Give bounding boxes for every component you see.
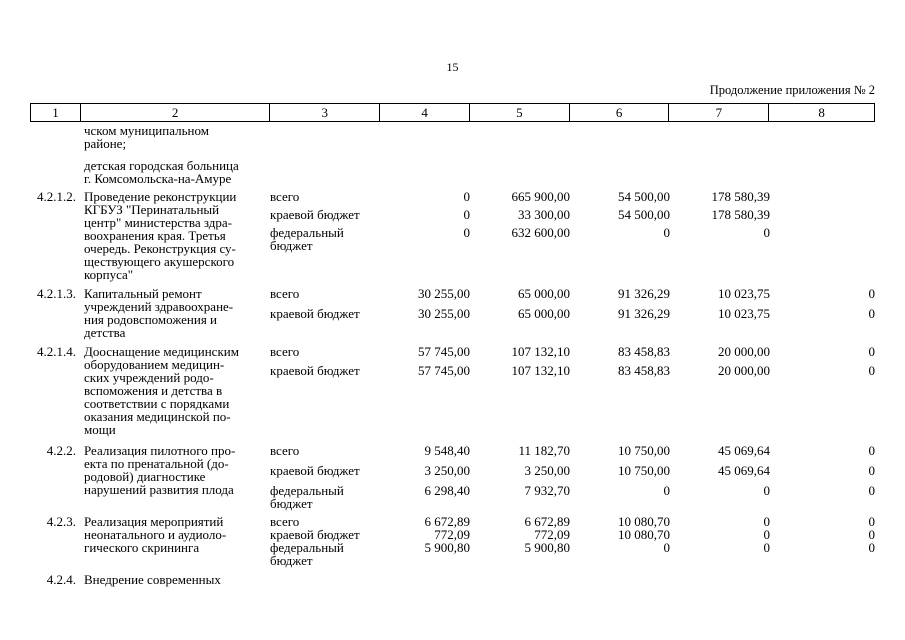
value-col-4: 57 745,00 — [418, 363, 470, 378]
row-name — [80, 124, 270, 150]
row-name-line: центр" министерства здра- — [84, 215, 232, 230]
funding-source-line: краевой бюджет — [270, 363, 360, 378]
value-col-6: 0 — [663, 225, 670, 240]
row-name-line: мощи — [84, 422, 116, 437]
row-number: 4.2.1.4. — [37, 344, 76, 359]
header-col-6: 6 — [570, 104, 670, 121]
value-col-7: 20 000,00 — [718, 344, 770, 359]
row-name — [80, 159, 270, 185]
row-name — [80, 190, 270, 281]
value-col-5: 7 932,70 — [524, 483, 570, 498]
header-col-7: 7 — [669, 104, 769, 121]
table-body — [30, 124, 875, 586]
value-col-7: 45 069,64 — [718, 443, 770, 458]
row-number: 4.2.2. — [46, 443, 76, 458]
table-row — [30, 124, 875, 150]
funding-source-line: федеральный — [270, 540, 344, 555]
value-col-7: 10 023,75 — [718, 306, 770, 321]
funding-line — [270, 444, 875, 457]
continuation-label: Продолжение приложения № 2 — [709, 83, 875, 97]
funding-line — [270, 464, 875, 477]
value-col-5: 107 132,10 — [511, 363, 570, 378]
funding-source-line: краевой бюджет — [270, 207, 360, 222]
header-col-5: 5 — [470, 104, 570, 121]
row-funding-lines — [270, 444, 875, 510]
value-col-5: 665 900,00 — [511, 189, 570, 204]
funding-source — [270, 190, 380, 203]
page-number: 15 — [446, 60, 459, 74]
row-funding-lines — [270, 190, 875, 281]
funding-source — [270, 444, 380, 457]
funding-source-line: краевой бюджет — [270, 463, 360, 478]
funding-source-line: всего — [270, 286, 300, 301]
value-col-7: 0 — [763, 527, 770, 542]
table-row — [30, 515, 875, 567]
funding-line — [270, 528, 875, 541]
funding-source — [270, 464, 380, 477]
value-col-4: 6 298,40 — [424, 483, 470, 498]
funding-source-line: всего — [270, 344, 300, 359]
value-col-7: 178 580,39 — [711, 207, 770, 222]
value-col-5: 5 900,80 — [524, 540, 570, 555]
funding-line — [270, 364, 875, 377]
value-col-8: 0 — [868, 286, 875, 301]
value-col-7: 0 — [763, 540, 770, 555]
value-col-4: 3 250,00 — [424, 463, 470, 478]
funding-line — [270, 307, 875, 320]
value-col-6: 10 750,00 — [618, 443, 670, 458]
value-col-7: 0 — [763, 483, 770, 498]
value-col-6: 54 500,00 — [618, 189, 670, 204]
funding-line — [270, 345, 875, 358]
funding-source-line: всего — [270, 443, 300, 458]
header-col-2: 2 — [81, 104, 271, 121]
value-col-5: 107 132,10 — [511, 344, 570, 359]
value-col-8: 0 — [868, 344, 875, 359]
row-name-line: вспоможения и детства в — [84, 383, 223, 398]
value-col-7: 10 023,75 — [718, 286, 770, 301]
row-name-line: Реализация мероприятий — [84, 514, 224, 529]
table-row — [30, 573, 875, 586]
row-name-line: Дооснащение медицинским — [84, 344, 239, 359]
funding-source-line: краевой бюджет — [270, 527, 360, 542]
funding-source-line: краевой бюджет — [270, 306, 360, 321]
row-name-line: соответствии с порядками — [84, 396, 230, 411]
row-name-line: КГБУЗ "Перинатальный — [84, 202, 220, 217]
funding-source-line: бюджет — [270, 238, 313, 253]
value-col-4: 0 — [463, 207, 470, 222]
value-col-4: 30 255,00 — [418, 286, 470, 301]
row-name-line: детская городская больница — [84, 158, 239, 173]
row-number: 4.2.4. — [46, 572, 76, 587]
row-funding-lines — [270, 345, 875, 436]
funding-line — [270, 226, 875, 252]
row-name-line: корпуса" — [84, 267, 134, 282]
value-col-6: 83 458,83 — [618, 344, 670, 359]
value-col-7: 45 069,64 — [718, 463, 770, 478]
row-name-line: ских учреждений родо- — [84, 370, 214, 385]
funding-source-line: федеральный — [270, 483, 344, 498]
value-col-4: 30 255,00 — [418, 306, 470, 321]
row-name-line: оказания медицинской по- — [84, 409, 231, 424]
row-name — [80, 287, 270, 339]
value-col-5: 772,09 — [534, 527, 570, 542]
table-row — [30, 444, 875, 510]
funding-source — [270, 287, 380, 300]
row-name-line: учреждений здравоохране- — [84, 299, 234, 314]
funding-source — [270, 345, 380, 358]
row-name-line: Реализация пилотного про- — [84, 443, 236, 458]
row-name-line: г. Комсомольска-на-Амуре — [84, 171, 232, 186]
funding-line — [270, 287, 875, 300]
funding-source — [270, 226, 380, 252]
value-col-8: 0 — [868, 540, 875, 555]
row-name — [80, 515, 270, 567]
value-col-5: 65 000,00 — [518, 286, 570, 301]
row-number: 4.2.1.2. — [37, 189, 76, 204]
funding-source-line: федеральный — [270, 225, 344, 240]
row-name-line: ния родовспоможения и — [84, 312, 218, 327]
value-col-6: 91 326,29 — [618, 286, 670, 301]
row-number: 4.2.1.3. — [37, 286, 76, 301]
row-name-line: районе; — [84, 136, 127, 151]
value-col-8: 0 — [868, 483, 875, 498]
row-name-line: Капитальный ремонт — [84, 286, 202, 301]
row-number — [30, 159, 80, 185]
row-name-line: детства — [84, 325, 126, 340]
row-name-line: воохранения края. Третья — [84, 228, 226, 243]
value-col-4: 5 900,80 — [424, 540, 470, 555]
value-col-8 — [770, 190, 875, 203]
row-name-line: родовой) диагностике — [84, 469, 206, 484]
value-col-5: 632 600,00 — [511, 225, 570, 240]
row-number: 4.2.3. — [46, 514, 76, 529]
row-funding-lines — [270, 287, 875, 339]
row-name-line: нарушений развития плода — [84, 482, 234, 497]
value-col-6: 10 080,70 — [618, 527, 670, 542]
value-col-8: 0 — [868, 514, 875, 529]
funding-line — [270, 208, 875, 221]
table-header — [30, 103, 875, 122]
funding-source — [270, 541, 380, 567]
value-col-4: 0 — [463, 189, 470, 204]
funding-line — [270, 541, 875, 567]
value-col-8: 0 — [868, 463, 875, 478]
row-name-line: Внедрение современных — [84, 572, 221, 587]
row-name-line: Проведение реконструкции — [84, 189, 237, 204]
funding-source-line: всего — [270, 514, 300, 529]
value-col-5: 3 250,00 — [524, 463, 570, 478]
row-number — [30, 124, 80, 150]
value-col-8: 0 — [868, 527, 875, 542]
value-col-8: 0 — [868, 443, 875, 458]
header-col-1: 1 — [31, 104, 81, 121]
value-col-7: 0 — [763, 225, 770, 240]
funding-source — [270, 208, 380, 221]
row-name — [80, 444, 270, 510]
funding-source — [270, 307, 380, 320]
row-name-line: екта по пренатальной (до- — [84, 456, 229, 471]
table-row — [30, 287, 875, 339]
value-col-4: 0 — [463, 225, 470, 240]
value-col-7: 178 580,39 — [711, 189, 770, 204]
value-col-4: 6 672,89 — [424, 514, 470, 529]
row-name — [80, 573, 270, 586]
value-col-6: 83 458,83 — [618, 363, 670, 378]
value-col-8 — [770, 226, 875, 252]
value-col-6: 91 326,29 — [618, 306, 670, 321]
table-row — [30, 159, 875, 185]
value-col-6: 0 — [663, 540, 670, 555]
row-name-line: чском муниципальном — [84, 123, 209, 138]
value-col-8 — [770, 208, 875, 221]
header-col-4: 4 — [380, 104, 470, 121]
value-col-5: 11 182,70 — [518, 443, 570, 458]
funding-source — [270, 364, 380, 377]
value-col-6: 54 500,00 — [618, 207, 670, 222]
row-name — [80, 345, 270, 436]
value-col-6: 10 750,00 — [618, 463, 670, 478]
budget-table — [30, 103, 875, 586]
value-col-8: 0 — [868, 363, 875, 378]
header-col-3: 3 — [270, 104, 380, 121]
funding-source-line: всего — [270, 189, 300, 204]
row-funding-lines — [270, 515, 875, 567]
row-name-line: неонатального и аудиоло- — [84, 527, 227, 542]
value-col-5: 6 672,89 — [524, 514, 570, 529]
funding-line — [270, 484, 875, 510]
row-name-line: гического скрининга — [84, 540, 200, 555]
funding-line — [270, 515, 875, 528]
value-col-6: 0 — [663, 483, 670, 498]
funding-source — [270, 484, 380, 510]
value-col-5: 33 300,00 — [518, 207, 570, 222]
header-col-8: 8 — [818, 105, 825, 120]
value-col-7: 20 000,00 — [718, 363, 770, 378]
table-row — [30, 190, 875, 281]
row-name-line: оборудованием медицин- — [84, 357, 225, 372]
value-col-4: 772,09 — [434, 527, 470, 542]
value-col-4: 9 548,40 — [424, 443, 470, 458]
value-col-8: 0 — [868, 306, 875, 321]
funding-source-line: бюджет — [270, 496, 313, 511]
value-col-4: 57 745,00 — [418, 344, 470, 359]
table-row — [30, 345, 875, 436]
funding-source-line: бюджет — [270, 553, 313, 568]
value-col-5: 65 000,00 — [518, 306, 570, 321]
row-name-line: ществующего акушерского — [84, 254, 235, 269]
value-col-7: 0 — [763, 514, 770, 529]
value-col-6: 10 080,70 — [618, 514, 670, 529]
funding-line — [270, 190, 875, 203]
row-name-line: очередь. Реконструкция су- — [84, 241, 236, 256]
